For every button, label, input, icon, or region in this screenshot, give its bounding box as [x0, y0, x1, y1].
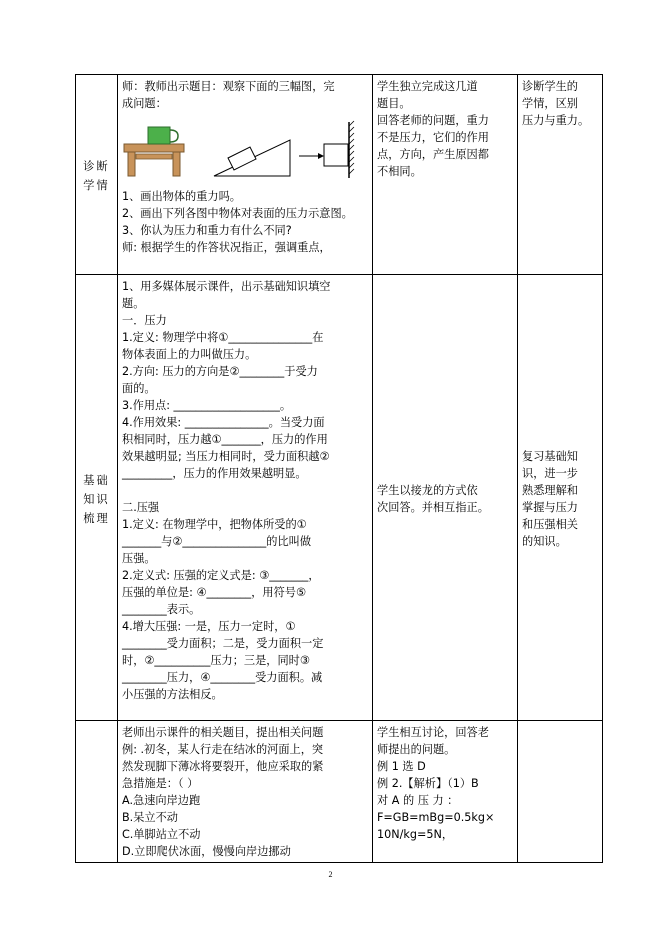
teacher-line: ________受力面积；二是，受力面积一定 — [122, 637, 324, 650]
teacher-line: 1.定义: 在物理学中，把物体所受的① — [122, 518, 307, 531]
teacher-line: 然发现脚下薄冰将要裂开，他应采取的紧 — [122, 760, 324, 773]
intent-line: 熟悉理解和 — [522, 484, 578, 497]
option-line: A.急速向岸边跑 — [122, 794, 201, 807]
student-line: 回答老师的问题，重力 — [377, 114, 489, 127]
teacher-line: 小压强的方法相反。 — [122, 688, 223, 701]
teacher-line: 时，②__________压力；三是，同时③ — [122, 654, 310, 667]
teacher-line: 压强的单位是: ④________，用符号⑤ — [122, 586, 307, 599]
teacher-line: 4.作用效果: _______________。当受力面 — [122, 416, 325, 429]
intent-line: 压力与重力。 — [522, 114, 590, 127]
teacher-activity-cell — [118, 275, 373, 721]
intent-line: 掌握与压力 — [522, 501, 578, 514]
teacher-line: 2.定义式: 压强的定义式是: ③_______， — [122, 569, 320, 582]
teacher-line: 积相同时，压力越①_______，压力的作用 — [122, 433, 328, 446]
intent-line: 的知识。 — [522, 535, 567, 548]
wall-with-block-figure — [299, 121, 354, 178]
student-line: 学生独立完成这几道 — [377, 80, 478, 93]
table-with-cup-figure — [124, 127, 184, 176]
student-line: 学生相互讨论，回答老 — [377, 726, 489, 739]
student-activity-cell — [373, 721, 518, 863]
table-row — [76, 75, 603, 275]
intent-line: 诊断学生的 — [522, 80, 578, 93]
intro-line: 成问题： — [122, 97, 167, 110]
teacher-line: 例: .初冬，某人行走在结冰的河面上，突 — [122, 743, 324, 756]
teacher-line: 1.定义: 物理学中将①_______________在 — [122, 331, 324, 344]
teacher-line: 急措施是：（ ） — [122, 777, 199, 790]
teacher-line: 物体表面上的力叫做压力。 — [122, 348, 257, 361]
teacher-line: 效果越明显; 当压力相同时，受力面积越② — [122, 450, 330, 463]
section-cell — [76, 275, 118, 721]
design-intent-cell — [518, 721, 603, 863]
table-row — [76, 275, 603, 721]
teacher-line: _______与②_______________的比叫做 — [122, 535, 312, 548]
design-intent-cell — [518, 275, 603, 721]
teacher-line: 面的。 — [122, 382, 156, 395]
student-line: 次回答。并相互指正。 — [377, 501, 489, 514]
question-line: 2、画出下列各图中物体对表面的压力示意图。 — [122, 207, 353, 220]
intent-line: 识，进一步 — [522, 467, 578, 480]
section-label: 基础 知识 梳理 — [83, 473, 110, 525]
teacher-line: ________表示。 — [122, 603, 201, 616]
question-line: 1、画出物体的重力吗。 — [122, 190, 241, 203]
student-line: 学生以接龙的方式依 — [377, 484, 478, 497]
student-line: 例 2.【解析】（1）B — [377, 777, 479, 790]
teacher-line: 压强。 — [122, 552, 156, 565]
student-line: 10N/kg=5N， — [377, 828, 454, 841]
student-activity-cell — [373, 275, 518, 721]
section-cell — [76, 75, 118, 275]
teacher-line: 3.作用点: ___________________。 — [122, 399, 292, 412]
intent-line: 和压强相关 — [522, 518, 578, 531]
incline-with-block-figure — [214, 140, 290, 176]
teacher-line: 题。 — [122, 297, 145, 310]
teacher-line: 2.方向: 压力的方向是②________于受力 — [122, 365, 318, 378]
option-line: B.呆立不动 — [122, 811, 178, 824]
student-line: 对 A 的 压 力 ： — [377, 794, 459, 807]
question-line: 师: 根据学生的作答状况指正，强调重点， — [122, 241, 331, 254]
option-line: C.单脚站立不动 — [122, 828, 201, 841]
teacher-line — [122, 482, 368, 499]
teacher-line: 老师出示课件的相关题目，提出相关问题 — [122, 726, 324, 739]
table-row — [76, 721, 603, 863]
physics-figures — [122, 118, 362, 180]
teacher-line: 一．压力 — [122, 314, 167, 327]
teacher-activity-cell — [118, 721, 373, 863]
design-intent-cell — [518, 75, 603, 275]
intent-line: 学情，区别 — [522, 97, 578, 110]
teacher-line: 二.压强 — [122, 501, 160, 514]
teacher-line: _________，压力的作用效果越明显。 — [122, 467, 307, 480]
section-cell — [76, 721, 118, 863]
teacher-line: ________压力，④________受力面积。减 — [122, 671, 323, 684]
three-diagrams-illustration — [122, 118, 362, 180]
student-line: 点，方向，产生原因都 — [377, 148, 489, 161]
student-activity-cell — [373, 75, 518, 275]
page-number: 2 — [328, 870, 333, 879]
teacher-activity-cell — [118, 75, 373, 275]
student-line: 不是压力，它们的作用 — [377, 131, 489, 144]
section-label: 诊断 学情 — [83, 160, 110, 192]
student-line: 不相同。 — [377, 165, 422, 178]
intro-line: 师：教师出示题目：观察下面的三幅图，完 — [122, 80, 335, 93]
intent-line: 复习基础知 — [522, 450, 578, 463]
teacher-line: 1、用多媒体展示课件，出示基础知识填空 — [122, 280, 331, 293]
question-line: 3、你认为压力和重力有什么不同? — [122, 224, 292, 237]
student-line: 例 1 选 D — [377, 760, 426, 773]
option-line: D.立即爬伏冰面，慢慢向岸边挪动 — [122, 845, 291, 858]
student-line: F=GB=mBg=0.5kg× — [377, 811, 495, 824]
student-line: 师提出的问题。 — [377, 743, 456, 756]
lesson-table — [75, 74, 603, 863]
teacher-line: 4.增大压强: 一是，压力一定时，① — [122, 620, 296, 633]
student-line: 题目。 — [377, 97, 411, 110]
